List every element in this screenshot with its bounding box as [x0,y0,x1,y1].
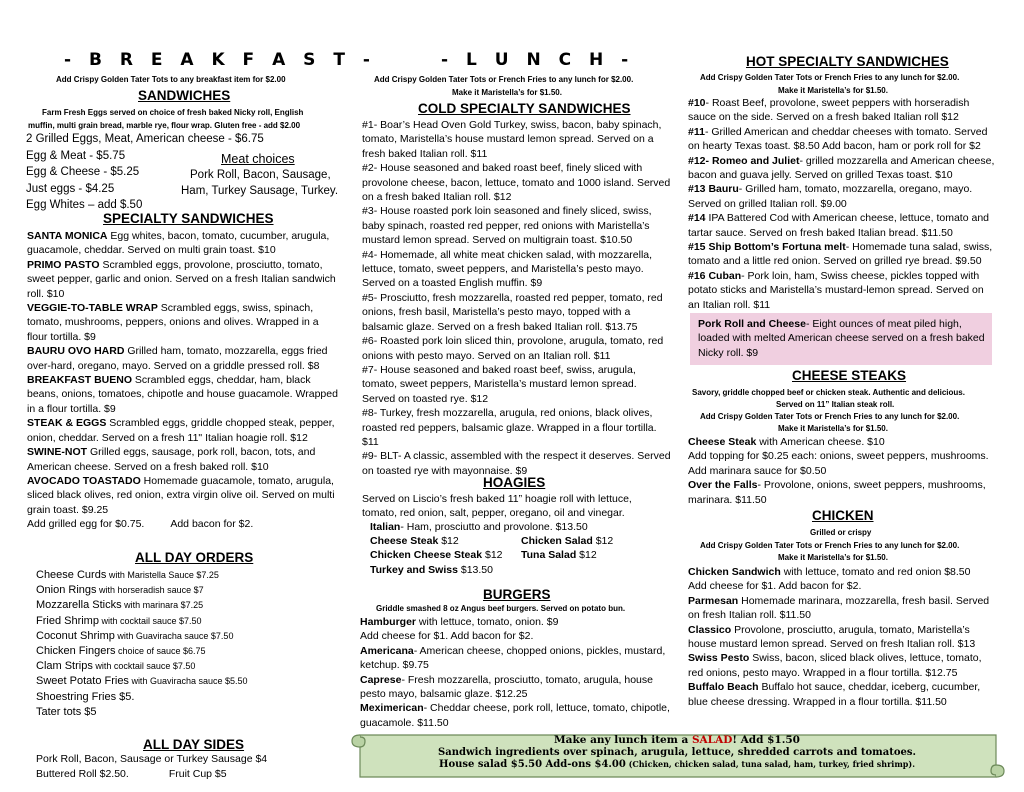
cheese-steaks-heading: CHEESE STEAKS [792,368,907,383]
cold-item: #8- Turkey, fresh mozzarella, arugula, red onions, black olives, roasted red peppers, balsamic glaze. Wrapped in a flour tortilla. $11 [362,407,657,448]
list-item: 2 Grilled Eggs, Meat, American cheese - $6.75 [26,133,264,145]
hot-item: #10- Roast Beef, provolone, sweet peppers with horseradish sauce on the side. Served on a fresh baked Italian roll $12 [688,97,970,124]
specialty-item: SWINE-NOT Grilled eggs, sausage, pork roll, bacon, tots, and American cheese. Served on a fresh baked roll. $10 [27,446,316,473]
meat-choices-line-2: Ham, Turkey Sausage, Turkey. [181,185,339,197]
hot-item: #15 Ship Bottom’s Fortuna melt- Homemade tuna salad, swiss, tomato and a little red onion. Served on grilled rye bread. $9.50 [688,241,993,268]
pork-roll-text: Pork Roll and Cheese- Eight ounces of meat piled high, loaded with melted American cheese served on a fresh baked Nicky roll. $9 [698,318,985,359]
list-item: Fried Shrimp with cocktail sauce $7.50 [36,614,202,627]
chicken-note-3: Make it Maristella’s for $1.50. [778,553,888,562]
list-item: Clam Strips with cocktail sauce $7.50 [36,660,196,673]
cheese-steak-item: Cheese Steak with American cheese. $10 [688,436,885,448]
cheese-steaks-note-2: Served on 11” Italian steak roll. [776,400,895,409]
sandwiches-heading: SANDWICHES [138,88,231,103]
cold-item: #2- House seasoned and baked roast beef, finely sliced with provolone cheese, bacon, lettuce, tomato and 1000 island. Served on a fresh baked Italian roll. $12 [362,162,671,204]
burger-item: Americana- American cheese, chopped onions, pickles, mustard, ketchup. $9.75 [360,644,666,672]
chicken-note-2: Add Crispy Golden Tater Tots or French Fries to any lunch for $2.00. [700,541,960,550]
chicken-item: Swiss Pesto Swiss, bacon, sliced black olives, lettuce, tomato, red onions, pesto mayo. Wrapped in a flour tortilla. $12.75 [688,652,982,679]
meat-choices-heading: Meat choices [221,152,295,166]
hot-item: #11- Grilled American and cheddar cheeses with tomato. Served on hearty Texas toast. $8.50 Add bacon, ham or pork roll for $2 [688,125,988,153]
specialty-item: SANTA MONICA Egg whites, bacon, tomato, cucumber, arugula, guacamole, cheddar. Served on multi grain toast. $10 [27,230,330,257]
salad-banner-line-2: Sandwich ingredients over spinach, arugula, lettuce, shredded carrots and tomatoes. [438,747,916,758]
chicken-item: Add cheese for $1. Add bacon for $2. [688,580,862,593]
breakfast-title: - B R E A K F A S T - [64,50,376,70]
lunch-note-1: Add Crispy Golden Tater Tots or French Fries to any lunch for $2.00. [374,75,634,84]
hoagie-chicken-cheese-steak: Chicken Cheese Steak $12 [370,549,503,561]
sandwiches-desc-1: Farm Fresh Eggs served on choice of fresh baked Nicky roll, English [42,108,304,117]
chicken-heading: CHICKEN [812,508,874,523]
cheese-steak-item: Add marinara sauce for $0.50 [688,464,827,477]
all-day-orders-list [36,568,248,720]
hot-list [688,96,996,312]
list-item: Chicken Fingers choice of sauce $6.75 [36,645,206,658]
specialty-item: BREAKFAST BUENO Scrambled eggs, cheddar, ham, black beans, onions, tomatoes, chipotle and house guacamole. Wrapped in a flour tortilla. $9 [27,374,338,415]
hoagies-heading: HOAGIES [483,475,546,490]
specialty-item: BAURU OVO HARD Grilled ham, tomato, mozzarella, eggs fried over-hard, oregano, mayo. Served on a griddle pressed roll. $8 [27,345,328,372]
hot-heading: HOT SPECIALTY SANDWICHES [746,54,949,69]
hot-note-2: Make it Maristella’s for $1.50. [778,86,888,95]
list-item: Sweet Potato Fries with Guaviracha sauce $5.50 [36,675,248,688]
specialty-item: AVOCADO TOASTADO Homemade guacamole, tomato, arugula, sliced black olives, red onion, extra virgin olive oil. Served on multi grain toast. $9.25 [27,474,335,516]
hot-note-1: Add Crispy Golden Tater Tots or French Fries to any lunch for $2.00. [700,73,960,82]
all-day-sides-heading: ALL DAY SIDES [143,737,245,752]
specialty-item: STEAK & EGGS Scrambled eggs, griddle chopped steak, pepper, onion, cheddar. Served on a fresh 11" Italian hoagie roll. $12 [27,417,335,444]
cold-item: #3- House roasted pork loin seasoned and finely sliced, swiss, baby spinach, roasted red pepper, red onions with Maristella’s mustard lemon spread. Served on multigrain toast. $10.50 [362,205,652,247]
chicken-item: Buffalo Beach Buffalo hot sauce, cheddar, iceberg, cucumber, blue cheese dressing. Wrapped in a flour tortilla. $11.50 [688,681,981,708]
hoagie-cheese-steak: Cheese Steak $12 [370,535,459,547]
burger-item: Meximerican- Cheddar cheese, pork roll, lettuce, tomato, chipotle, guacamole. $11.50 [360,702,670,729]
list-item: Tater tots $5 [36,705,97,718]
hot-item: #12- Romeo and Juliet- grilled mozzarella and American cheese, bacon and guava jelly. Served on grilled Texas toast. $10 [688,154,995,182]
cold-heading: COLD SPECIALTY SANDWICHES [418,101,631,116]
lunch-note-2: Make it Maristella’s for $1.50. [452,88,562,97]
meat-choices-line-1: Pork Roll, Bacon, Sausage, [190,169,331,181]
burger-item: Caprese- Fresh mozzarella, prosciutto, tomato, arugula, house pesto mayo, balsamic glaze. $12.25 [360,673,653,701]
salad-banner-line-3: House salad $5.50 Add-ons $4.00 (Chicken, chicken salad, tuna salad, ham, turkey, fried shrimp). [439,759,915,770]
lunch-title: - L U N C H - [441,50,635,70]
sandwiches-desc-2: muffin, multi grain bread, marble rye, flour wrap. Gluten free - add $2.00 [28,121,301,130]
list-item: Cheese Curds with Maristella Sauce $7.25 [36,569,219,581]
breakfast-note: Add Crispy Golden Tater Tots to any breakfast item for $2.00 [56,75,286,84]
specialty-item: PRIMO PASTO Scrambled eggs, provolone, prosciutto, tomato, sweet pepper, garlic and onion. Served on a fresh Italian sandwich roll. $10 [27,258,336,300]
cheese-steak-item: Add topping for $0.25 each: onions, sweet peppers, mushrooms. [688,450,989,463]
burgers-list [360,615,670,730]
burgers-heading: BURGERS [483,587,551,602]
hoagie-italian: Italian- Ham, prosciutto and provolone. $13.50 [370,521,588,533]
list-item: Egg Whites – add $.50 [26,199,143,211]
hot-item: #13 Bauru- Grilled ham, tomato, mozzarella, oregano, mayo. Served on grilled Italian roll. $9.00 [688,183,973,210]
cheese-steak-item: Over the Falls- Provolone, onions, sweet peppers, mushrooms, marinara. $11.50 [688,479,986,506]
cheese-steaks-note-3: Add Crispy Golden Tater Tots or French Fries to any lunch for $2.00. [700,412,960,421]
burger-item: Hamburger with lettuce, tomato, onion. $9 [360,616,559,628]
cold-item: #4- Homemade, all white meat chicken salad, with mozzarella, lettuce, tomato, sweet peppers, and Maristella’s pesto mayo. Served on a toasted English muffin. $9 [362,248,653,290]
cheese-steaks-note-4: Make it Maristella’s for $1.50. [778,424,888,433]
hoagie-turkey-swiss: Turkey and Swiss $13.50 [370,564,493,576]
burgers-note: Griddle smashed 8 oz Angus beef burgers. Served on potato bun. [376,604,626,613]
cold-item: #1- Boar’s Head Oven Gold Turkey, swiss, bacon, baby spinach, tomato, Maristella’s house mustard lemon spread. Served on a fresh baked Italian roll. $11 [362,119,662,160]
list-item: Just eggs - $4.25 [26,182,115,195]
specialty-list [27,229,339,532]
chicken-item: Parmesan Homemade marinara, mozzarella, fresh basil. Served on fresh Italian roll. $11.50 [688,594,990,622]
all-day-sides-line-1: Pork Roll, Bacon, Sausage or Turkey Sausage $4 [36,753,268,765]
chicken-list [688,565,996,709]
cold-item: #6- Roasted pork loin sliced thin, provolone, arugula, tomato, red onions with pesto mayo. Served on an Italian roll. $11 [362,335,664,362]
hot-item: #16 Cuban- Pork loin, ham, Swiss cheese, pickles topped with potato sticks and Maristella’s mustard-lemon spread. Served on an Italian roll. $11 [688,269,984,311]
salad-banner-line-1: Make any lunch item a SALAD! Add $1.50 [554,734,800,746]
list-item: Onion Rings with horseradish sauce $7 [36,584,204,597]
hot-item: #14 IPA Battered Cod with American cheese, lettuce, tomato and tartar sauce. Served on fresh baked Italian bread. $11.50 [688,212,989,239]
all-day-orders-heading: ALL DAY ORDERS [135,550,254,565]
burger-item: Add cheese for $1. Add bacon for $2. [360,630,534,643]
list-item: Egg & Cheese - $5.25 [26,166,140,178]
list-item: Shoestring Fries $5. [36,690,135,703]
chicken-item: Classico Provolone, prosciutto, arugula, tomato, Maristella’s house mustard lemon spread. Served on fresh Italian roll. $13 [688,623,976,651]
chicken-note-1: Grilled or crispy [810,528,872,537]
all-day-sides-line-2: Buttered Roll $2.50. Fruit Cup $5 [36,768,227,780]
cold-item: #7- House seasoned and baked roast beef, swiss, arugula, tomato, sweet peppers, Maristella’s mustard lemon spread. Served on toasted rye. $12 [362,363,637,405]
salad-word: SALAD [691,734,733,746]
chicken-item: Chicken Sandwich with lettuce, tomato and red onion $8.50 [688,566,971,578]
specialty-addons: Add grilled egg for $0.75. Add bacon for $2. [27,518,254,531]
cold-item: #9- BLT- A classic, assembled with the respect it deserves. Served on toasted rye with mayonnaise. $9 [362,450,671,477]
specialty-heading: SPECIALTY SANDWICHES [103,211,274,226]
cold-item: #5- Prosciutto, fresh mozzarella, roasted red pepper, tomato, red onions, fresh basil, Maristella’s pesto mayo, topped with a balsamic glaze. Served on a fresh baked Italian roll. $13.75 [362,291,663,333]
cold-list [362,118,672,478]
list-item: Mozzarella Sticks with marinara $7.25 [36,599,204,612]
cheese-steaks-note-1: Savory, griddle chopped beef or chicken steak. Authentic and delicious. [692,388,965,397]
list-item: Coconut Shrimp with Guaviracha sauce $7.50 [36,629,234,642]
hoagies-desc: Served on Liscio’s fresh baked 11” hoagie roll with lettuce, tomato, red onion, salt, pepper, oregano, oil and vinegar. [362,493,632,520]
list-item: Egg & Meat - $5.75 [26,149,126,162]
hoagie-tuna-salad: Tuna Salad $12 [521,549,597,561]
cheese-steaks-list [688,435,996,507]
hoagie-chicken-salad: Chicken Salad $12 [521,535,614,547]
specialty-item: VEGGIE-TO-TABLE WRAP Scrambled eggs, swiss, spinach, tomato, mushrooms, peppers, onions and olives. Wrapped in a flour tortilla. $9 [27,302,319,343]
